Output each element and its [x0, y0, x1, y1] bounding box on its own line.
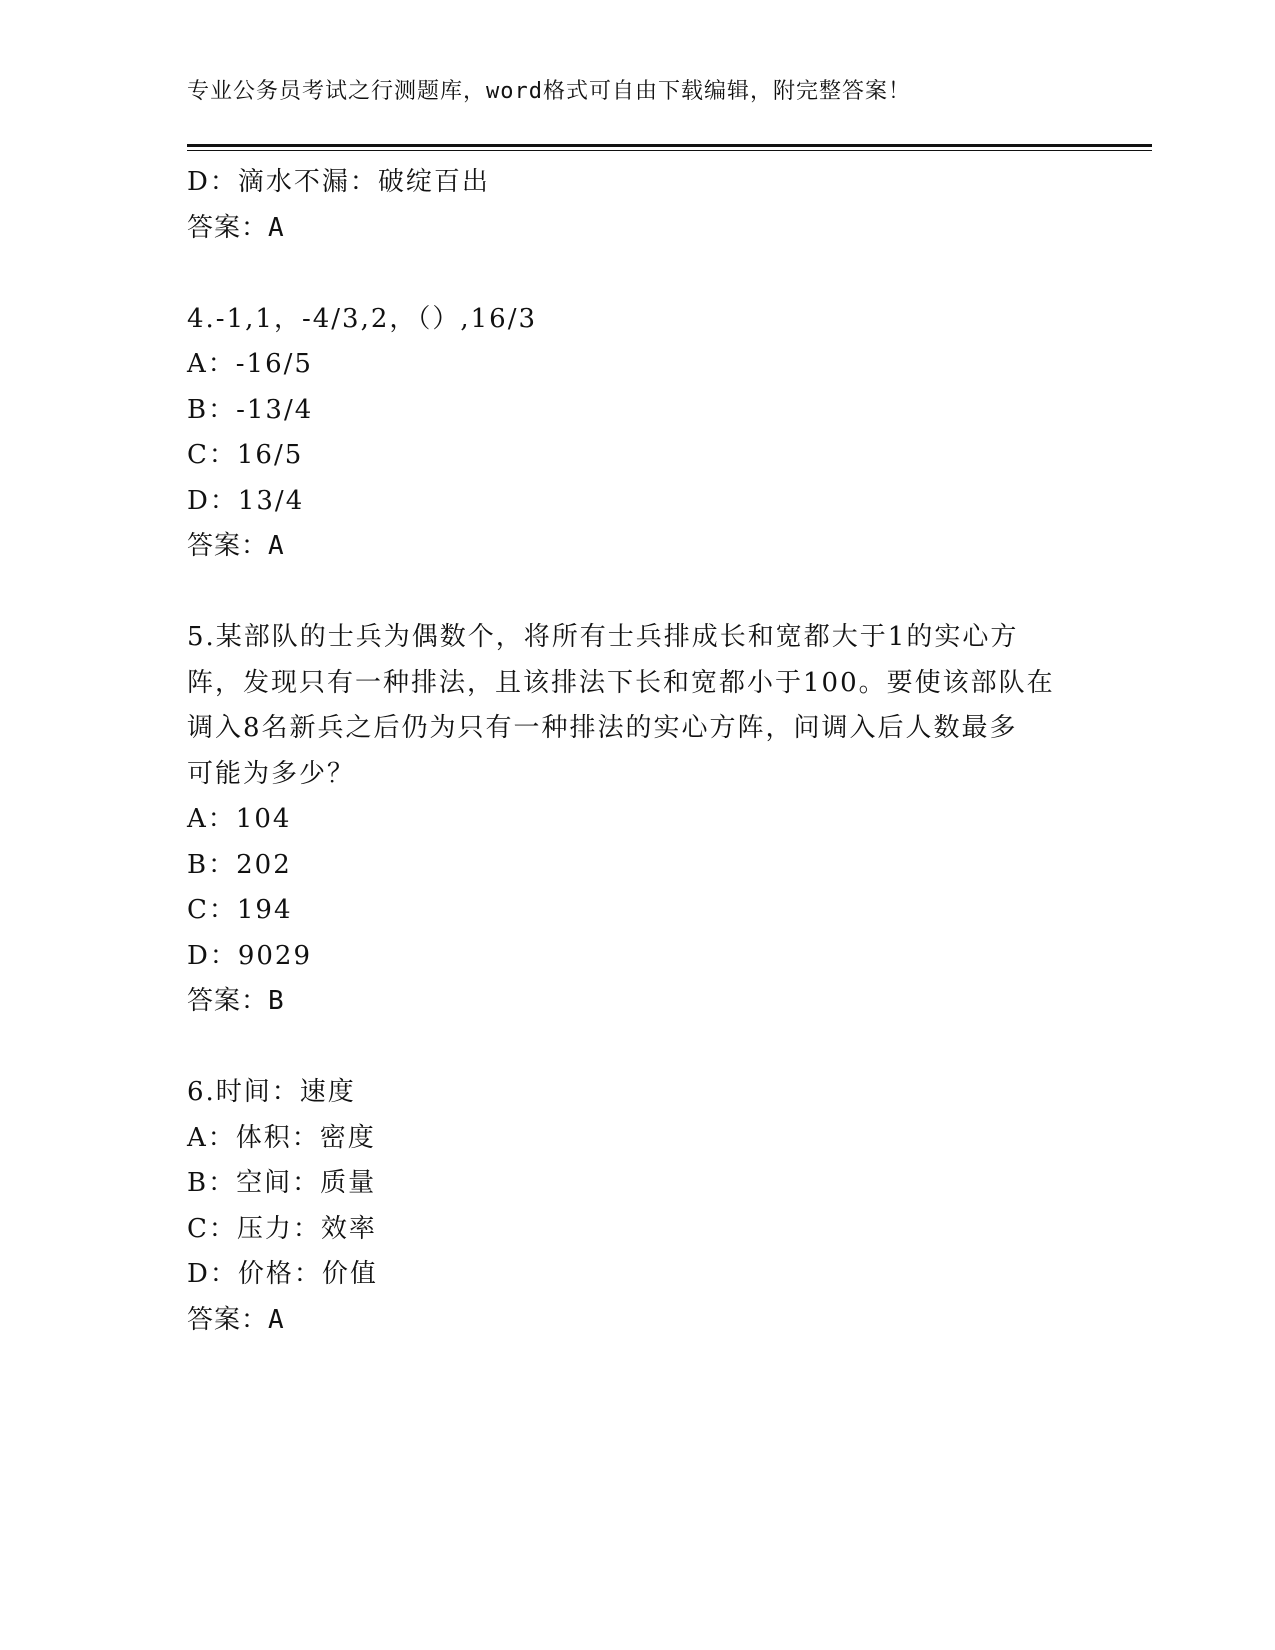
header-rule-thin	[187, 150, 1152, 151]
answer-value: A	[268, 531, 285, 561]
answer-label: 答案：	[187, 212, 269, 243]
answer-value: A	[268, 212, 285, 243]
option-b: B：-13/4	[187, 394, 314, 425]
answer-label: 答案：	[187, 531, 269, 561]
question-stem: 6.时间：速度	[187, 1077, 356, 1107]
question-stem-line: 5.某部队的士兵为偶数个，将所有士兵排成长和宽都大于1的实心方	[187, 622, 1019, 652]
question-content	[187, 160, 1087, 1343]
option-c: C：16/5	[187, 440, 304, 470]
option-d: D：价格：价值	[187, 1259, 378, 1289]
spacer	[187, 570, 1087, 616]
option-a: A：体积：密度	[187, 1122, 376, 1153]
option-a: A：-16/5	[187, 349, 313, 379]
option-d: D：9029	[187, 940, 313, 971]
answer-value: A	[268, 1304, 285, 1335]
question-stem-line: 阵，发现只有一种排法，且该排法下长和宽都小于100。要使该部队在	[187, 667, 1055, 698]
question-stem-line: 可能为多少？	[187, 758, 356, 789]
answer-line	[187, 524, 1087, 570]
option-c: C：194	[187, 895, 293, 925]
option-d: D：滴水不漏：破绽百出	[187, 167, 490, 197]
page-header: 专业公务员考试之行测题库，word格式可自由下载编辑，附完整答案！	[187, 79, 911, 104]
question-stem-line: 调入8名新兵之后仍为只有一种排法的实心方阵，问调入后人数最多	[187, 713, 1018, 743]
answer-line	[187, 206, 1087, 252]
option-b: B：202	[187, 849, 292, 880]
spacer	[187, 1025, 1087, 1071]
answer-line	[187, 1298, 1087, 1344]
option-a: A：104	[187, 804, 292, 834]
spacer	[187, 251, 1087, 297]
question-5	[187, 615, 1087, 1025]
option-b: B：空间：质量	[187, 1168, 377, 1198]
question-stem: 4.-1,1，-4/3,2，（）,16/3	[187, 303, 538, 334]
answer-label: 答案：	[187, 1304, 269, 1335]
answer-line	[187, 979, 1087, 1025]
answer-value: B	[268, 986, 285, 1016]
question-6	[187, 1070, 1087, 1343]
answer-label: 答案：	[187, 986, 269, 1016]
prev-question	[187, 160, 1087, 251]
question-4	[187, 297, 1087, 570]
option-d: D：13/4	[187, 485, 305, 516]
option-c: C：压力：效率	[187, 1213, 377, 1244]
header-rule-thick	[187, 144, 1152, 147]
